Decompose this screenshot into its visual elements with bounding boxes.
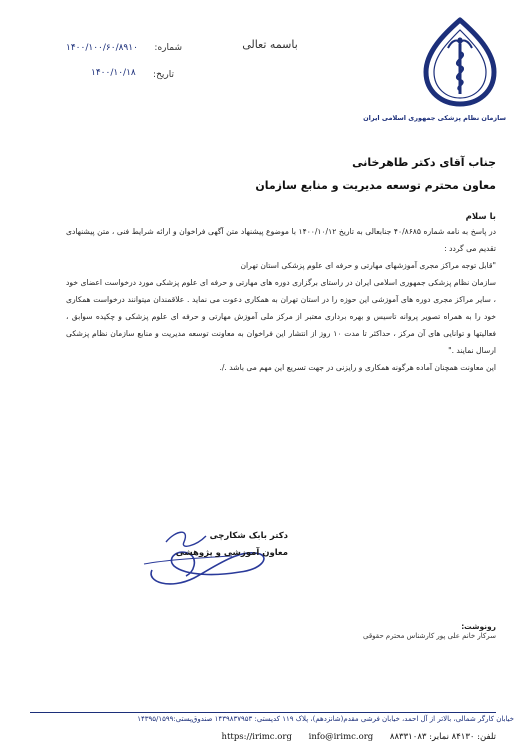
footer-email[interactable]: info@irimc.org	[308, 732, 374, 742]
date-label: تاریخ:	[153, 70, 174, 80]
greeting: با سلام	[465, 212, 496, 222]
signatory-name: دکتر بابک شکارچی	[209, 531, 288, 541]
date-value: ۱۴۰۰/۱۰/۱۸	[91, 68, 136, 78]
basmala: باسمه تعالی	[242, 38, 298, 51]
number-value: ۱۴۰۰/۱۰۰/۶۰/۸۹۱۰	[66, 43, 138, 53]
footer-divider	[30, 712, 496, 713]
recipient-title: معاون محترم توسعه مدیریت و منابع سازمان	[255, 179, 496, 192]
footer-website[interactable]: https://irimc.org	[221, 732, 292, 742]
body-paragraph: در پاسخ به نامه شماره ۴۰/۸۶۸۵ جنابعالی به تاریخ ۱۴۰۰/۱۰/۱۲ با موضوع پیشنهاد متن آگهی فراخوان و ارائه شرایط فنی ، متن پیشنهادی تقدیم می گردد :	[66, 227, 497, 253]
body-paragraph: سازمان نظام پزشکی جمهوری اسلامی ایران در راستای برگزاری دوره های مهارتی و حرفه ای علوم پزشکی مورد درخواست اعضای خود ، سایر مراکز مجری دوره های آموزشی این حوزه را در استان تهران به همکاری دعوت می نماید . علاقمندان میتوانند درخواست همکاری خود را به همراه تصویر پروانه تاسیس و بهره برداری معتبر از مرکز ملی آموزش مهارتی و حرفه ای علوم پزشکی و چکیده سوابق ، فعالیتها و توانایی های آن مرکز ، حداکثر تا مدت ۱۰ روز از انتشار این فراخوان به معاونت توسعه مدیریت و منابع سازمان نظام پزشکی ارسال نمایند ."	[66, 278, 497, 355]
footer-contact	[66, 732, 496, 742]
footer-phone: تلفن: ۸۴۱۳۰ نمابر: ۸۸۳۳۱۰۸۳	[389, 732, 496, 742]
footer-address: خیابان کارگر شمالی، بالاتر از آل احمد، خیابان فرشی مقدم(شانزدهم)، پلاک ۱۱۹ کدپستی: ۱۴۳۹۸۳۷۹۵۳ صندوق‌پستی:۱۴۳۹۵/۱۵۹۹	[137, 715, 514, 723]
body-paragraph: "قابل توجه مراکز مجری آموزشهای مهارتی و حرفه ای علوم پزشکی استان تهران	[240, 261, 496, 270]
cc-recipient: سرکار خانم علی پور کارشناس محترم حقوقی	[362, 632, 496, 640]
body-paragraph: این معاونت همچنان آماده هرگونه همکاری و رایزنی در جهت تسریع این مهم می باشد ./.	[219, 363, 496, 372]
logo-caption: سازمان نظام پزشکی جمهوری اسلامی ایران	[363, 114, 506, 122]
letter-body	[66, 223, 496, 376]
medical-council-emblem-icon	[418, 14, 502, 110]
cc-title: رونوشت:	[461, 622, 496, 631]
number-label: شماره:	[154, 43, 182, 53]
recipient-name: جناب آقای دکتر طاهرخانی	[352, 156, 496, 169]
signatory-title: معاون آموزشی و پژوهشی	[175, 548, 288, 558]
letterhead-logo	[418, 14, 502, 110]
